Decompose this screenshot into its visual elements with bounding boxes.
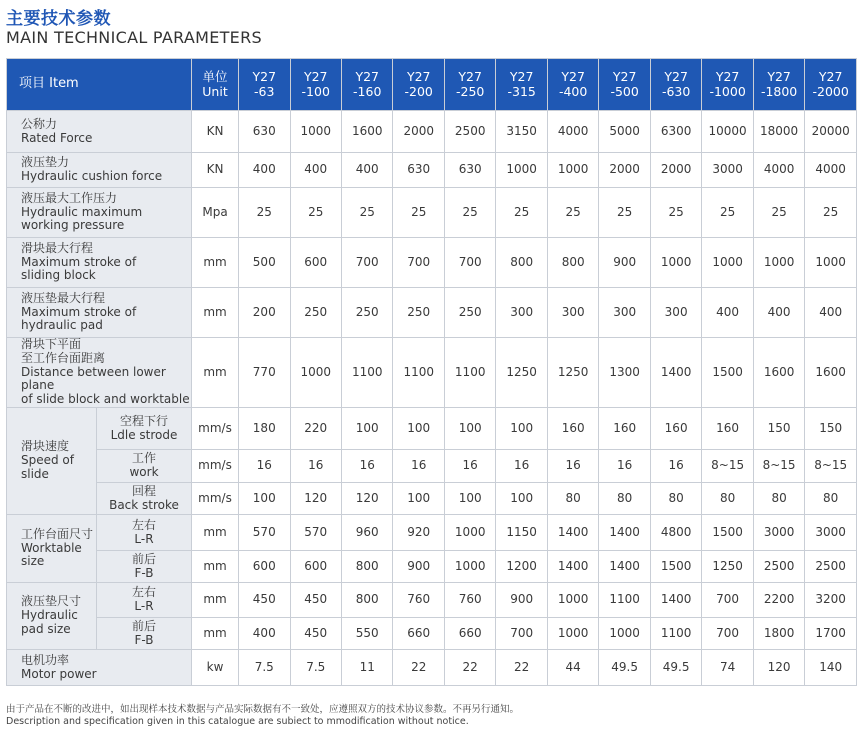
value-cell: 80 — [702, 483, 753, 515]
value-cell: 16 — [239, 450, 290, 483]
value-cell: 3000 — [753, 515, 804, 551]
value-cell: 570 — [290, 515, 341, 551]
value-cell: 600 — [290, 551, 341, 583]
unit-cell: Mpa — [192, 188, 239, 238]
value-cell: 18000 — [753, 111, 804, 153]
value-cell: 700 — [702, 618, 753, 650]
group-label: 液压垫尺寸 Hydraulic pad size — [7, 583, 97, 650]
value-cell: 760 — [393, 583, 444, 618]
value-cell: 3200 — [805, 583, 857, 618]
title-chinese: 主要技术参数 — [6, 9, 111, 29]
model-header: Y27 -1800 — [753, 59, 804, 111]
value-cell: 100 — [496, 408, 547, 450]
group-label: 工作台面尺寸 Worktable size — [7, 515, 97, 583]
value-cell: 800 — [496, 238, 547, 288]
value-cell: 25 — [650, 188, 701, 238]
sub-label: 工作 work — [97, 450, 192, 483]
value-cell: 1500 — [650, 551, 701, 583]
table-row — [7, 338, 857, 408]
value-cell: 1800 — [753, 618, 804, 650]
model-header: Y27 -100 — [290, 59, 341, 111]
unit-cell: KN — [192, 153, 239, 188]
value-cell: 1400 — [650, 338, 701, 408]
value-cell: 800 — [341, 583, 392, 618]
value-cell: 8~15 — [753, 450, 804, 483]
unit-cell: mm/s — [192, 483, 239, 515]
value-cell: 920 — [393, 515, 444, 551]
value-cell: 500 — [239, 238, 290, 288]
value-cell: 25 — [599, 188, 650, 238]
value-cell: 2000 — [650, 153, 701, 188]
model-header: Y27 -315 — [496, 59, 547, 111]
value-cell: 1000 — [547, 583, 598, 618]
value-cell: 1000 — [444, 515, 495, 551]
value-cell: 100 — [496, 483, 547, 515]
value-cell: 16 — [393, 450, 444, 483]
value-cell: 120 — [290, 483, 341, 515]
value-cell: 100 — [444, 483, 495, 515]
value-cell: 1000 — [290, 338, 341, 408]
sub-label: 左右 L-R — [97, 515, 192, 551]
value-cell: 2000 — [393, 111, 444, 153]
model-header: Y27 -500 — [599, 59, 650, 111]
value-cell: 630 — [444, 153, 495, 188]
value-cell: 1000 — [444, 551, 495, 583]
value-cell: 16 — [341, 450, 392, 483]
value-cell: 25 — [805, 188, 857, 238]
value-cell: 49.5 — [650, 650, 701, 686]
value-cell: 1100 — [599, 583, 650, 618]
value-cell: 550 — [341, 618, 392, 650]
value-cell: 4800 — [650, 515, 701, 551]
value-cell: 700 — [444, 238, 495, 288]
value-cell: 1400 — [650, 583, 701, 618]
value-cell: 22 — [496, 650, 547, 686]
value-cell: 1400 — [547, 515, 598, 551]
value-cell: 1150 — [496, 515, 547, 551]
value-cell: 220 — [290, 408, 341, 450]
value-cell: 25 — [547, 188, 598, 238]
value-cell: 10000 — [702, 111, 753, 153]
value-cell: 16 — [496, 450, 547, 483]
unit-cell: mm/s — [192, 408, 239, 450]
value-cell: 1000 — [290, 111, 341, 153]
value-cell: 300 — [496, 288, 547, 338]
value-cell: 900 — [496, 583, 547, 618]
value-cell: 800 — [341, 551, 392, 583]
value-cell: 1600 — [753, 338, 804, 408]
value-cell: 1300 — [599, 338, 650, 408]
table-row — [7, 111, 857, 153]
value-cell: 160 — [547, 408, 598, 450]
value-cell: 1000 — [702, 238, 753, 288]
table-row — [7, 583, 857, 618]
value-cell: 100 — [393, 408, 444, 450]
value-cell: 1000 — [547, 153, 598, 188]
model-header: Y27 -630 — [650, 59, 701, 111]
unit-cell: mm — [192, 238, 239, 288]
value-cell: 80 — [599, 483, 650, 515]
value-cell: 600 — [239, 551, 290, 583]
value-cell: 1400 — [599, 551, 650, 583]
value-cell: 16 — [650, 450, 701, 483]
value-cell: 4000 — [547, 111, 598, 153]
value-cell: 3000 — [702, 153, 753, 188]
value-cell: 100 — [341, 408, 392, 450]
value-cell: 250 — [341, 288, 392, 338]
value-cell: 150 — [753, 408, 804, 450]
value-cell: 8~15 — [805, 450, 857, 483]
value-cell: 16 — [599, 450, 650, 483]
value-cell: 700 — [496, 618, 547, 650]
table-row — [7, 153, 857, 188]
model-header: Y27 -160 — [341, 59, 392, 111]
row-label: 滑块最大行程 Maximum stroke of sliding block — [7, 238, 192, 288]
unit-cell: mm — [192, 551, 239, 583]
value-cell: 1250 — [702, 551, 753, 583]
sub-label: 空程下行 Ldle strode — [97, 408, 192, 450]
value-cell: 25 — [290, 188, 341, 238]
value-cell: 6300 — [650, 111, 701, 153]
value-cell: 400 — [290, 153, 341, 188]
value-cell: 1000 — [547, 618, 598, 650]
value-cell: 74 — [702, 650, 753, 686]
parameters-table — [6, 58, 857, 686]
value-cell: 100 — [444, 408, 495, 450]
value-cell: 1400 — [547, 551, 598, 583]
value-cell: 140 — [805, 650, 857, 686]
model-header: Y27 -250 — [444, 59, 495, 111]
value-cell: 1100 — [393, 338, 444, 408]
value-cell: 400 — [805, 288, 857, 338]
value-cell: 400 — [239, 618, 290, 650]
row-label: 液压垫力 Hydraulic cushion force — [7, 153, 192, 188]
unit-cell: mm/s — [192, 450, 239, 483]
value-cell: 120 — [753, 650, 804, 686]
value-cell: 3000 — [805, 515, 857, 551]
value-cell: 160 — [702, 408, 753, 450]
model-header: Y27 -63 — [239, 59, 290, 111]
value-cell: 16 — [547, 450, 598, 483]
table-row — [7, 288, 857, 338]
table-row — [7, 551, 857, 583]
value-cell: 25 — [753, 188, 804, 238]
table-row — [7, 483, 857, 515]
table-row — [7, 618, 857, 650]
value-cell: 44 — [547, 650, 598, 686]
value-cell: 1100 — [650, 618, 701, 650]
value-cell: 2500 — [444, 111, 495, 153]
row-label: 液压垫最大行程 Maximum stroke of hydraulic pad — [7, 288, 192, 338]
value-cell: 2000 — [599, 153, 650, 188]
value-cell: 250 — [393, 288, 444, 338]
value-cell: 1000 — [650, 238, 701, 288]
value-cell: 1250 — [547, 338, 598, 408]
value-cell: 700 — [702, 583, 753, 618]
table-row — [7, 650, 857, 686]
footnote — [6, 704, 519, 728]
value-cell: 5000 — [599, 111, 650, 153]
value-cell: 700 — [341, 238, 392, 288]
value-cell: 80 — [547, 483, 598, 515]
value-cell: 1700 — [805, 618, 857, 650]
value-cell: 22 — [444, 650, 495, 686]
sub-label: 前后 F-B — [97, 551, 192, 583]
model-header: Y27 -1000 — [702, 59, 753, 111]
table-row — [7, 515, 857, 551]
value-cell: 7.5 — [239, 650, 290, 686]
value-cell: 1000 — [753, 238, 804, 288]
unit-cell: mm — [192, 583, 239, 618]
value-cell: 1000 — [599, 618, 650, 650]
value-cell: 20000 — [805, 111, 857, 153]
item-header: 项目 Item — [7, 59, 192, 111]
unit-cell: kw — [192, 650, 239, 686]
value-cell: 7.5 — [290, 650, 341, 686]
value-cell: 450 — [239, 583, 290, 618]
value-cell: 80 — [650, 483, 701, 515]
value-cell: 1100 — [341, 338, 392, 408]
value-cell: 120 — [341, 483, 392, 515]
value-cell: 100 — [393, 483, 444, 515]
value-cell: 22 — [393, 650, 444, 686]
sub-label: 前后 F-B — [97, 618, 192, 650]
value-cell: 2200 — [753, 583, 804, 618]
title-english: MAIN TECHNICAL PARAMETERS — [6, 28, 262, 47]
value-cell: 25 — [393, 188, 444, 238]
value-cell: 900 — [599, 238, 650, 288]
value-cell: 300 — [599, 288, 650, 338]
unit-cell: mm — [192, 288, 239, 338]
value-cell: 1200 — [496, 551, 547, 583]
model-header: Y27 -2000 — [805, 59, 857, 111]
value-cell: 300 — [547, 288, 598, 338]
value-cell: 16 — [444, 450, 495, 483]
table-row — [7, 188, 857, 238]
value-cell: 660 — [393, 618, 444, 650]
value-cell: 250 — [444, 288, 495, 338]
value-cell: 25 — [702, 188, 753, 238]
value-cell: 660 — [444, 618, 495, 650]
value-cell: 4000 — [805, 153, 857, 188]
value-cell: 80 — [805, 483, 857, 515]
value-cell: 770 — [239, 338, 290, 408]
value-cell: 400 — [239, 153, 290, 188]
footnote-cn: 由于产品在不断的改进中，如出现样本技术数据与产品实际数据有不一致处，应遵照双方的技术协议参数。不再另行通知。 — [6, 704, 520, 715]
value-cell: 600 — [290, 238, 341, 288]
value-cell: 3150 — [496, 111, 547, 153]
model-header: Y27 -400 — [547, 59, 598, 111]
value-cell: 2500 — [753, 551, 804, 583]
value-cell: 80 — [753, 483, 804, 515]
table-row — [7, 408, 857, 450]
unit-header: 单位 Unit — [192, 59, 239, 111]
value-cell: 49.5 — [599, 650, 650, 686]
value-cell: 1500 — [702, 515, 753, 551]
row-label: 公称力 Rated Force — [7, 111, 192, 153]
value-cell: 800 — [547, 238, 598, 288]
value-cell: 570 — [239, 515, 290, 551]
value-cell: 160 — [599, 408, 650, 450]
value-cell: 25 — [341, 188, 392, 238]
value-cell: 400 — [753, 288, 804, 338]
value-cell: 100 — [239, 483, 290, 515]
value-cell: 900 — [393, 551, 444, 583]
row-label: 液压最大工作压力 Hydraulic maximum working pressure — [7, 188, 192, 238]
value-cell: 11 — [341, 650, 392, 686]
sub-label: 左右 L-R — [97, 583, 192, 618]
value-cell: 25 — [496, 188, 547, 238]
unit-cell: mm — [192, 515, 239, 551]
value-cell: 760 — [444, 583, 495, 618]
value-cell: 630 — [239, 111, 290, 153]
value-cell: 8~15 — [702, 450, 753, 483]
unit-cell: mm — [192, 338, 239, 408]
value-cell: 25 — [239, 188, 290, 238]
value-cell: 180 — [239, 408, 290, 450]
group-label: 滑块速度 Speed of slide — [7, 408, 97, 515]
value-cell: 450 — [290, 618, 341, 650]
value-cell: 300 — [650, 288, 701, 338]
value-cell: 150 — [805, 408, 857, 450]
value-cell: 25 — [444, 188, 495, 238]
value-cell: 1400 — [599, 515, 650, 551]
value-cell: 400 — [702, 288, 753, 338]
value-cell: 960 — [341, 515, 392, 551]
sub-label: 回程 Back stroke — [97, 483, 192, 515]
model-header: Y27 -200 — [393, 59, 444, 111]
value-cell: 700 — [393, 238, 444, 288]
value-cell: 1000 — [805, 238, 857, 288]
value-cell: 4000 — [753, 153, 804, 188]
row-label: 滑块下平面 至工作台面距离 Distance between lower plane of slide block and worktable — [7, 338, 192, 408]
value-cell: 1600 — [805, 338, 857, 408]
row-label: 电机功率 Motor power — [7, 650, 192, 686]
unit-cell: KN — [192, 111, 239, 153]
value-cell: 16 — [290, 450, 341, 483]
value-cell: 400 — [341, 153, 392, 188]
value-cell: 1100 — [444, 338, 495, 408]
value-cell: 1500 — [702, 338, 753, 408]
value-cell: 2500 — [805, 551, 857, 583]
table-row — [7, 450, 857, 483]
value-cell: 160 — [650, 408, 701, 450]
value-cell: 1600 — [341, 111, 392, 153]
header-row — [7, 59, 857, 111]
unit-cell: mm — [192, 618, 239, 650]
footnote-en: Description and specification given in this catalogue are subiect to mmodification without notice. — [6, 716, 469, 727]
value-cell: 250 — [290, 288, 341, 338]
table-row — [7, 238, 857, 288]
value-cell: 450 — [290, 583, 341, 618]
value-cell: 1250 — [496, 338, 547, 408]
value-cell: 630 — [393, 153, 444, 188]
value-cell: 200 — [239, 288, 290, 338]
value-cell: 1000 — [496, 153, 547, 188]
